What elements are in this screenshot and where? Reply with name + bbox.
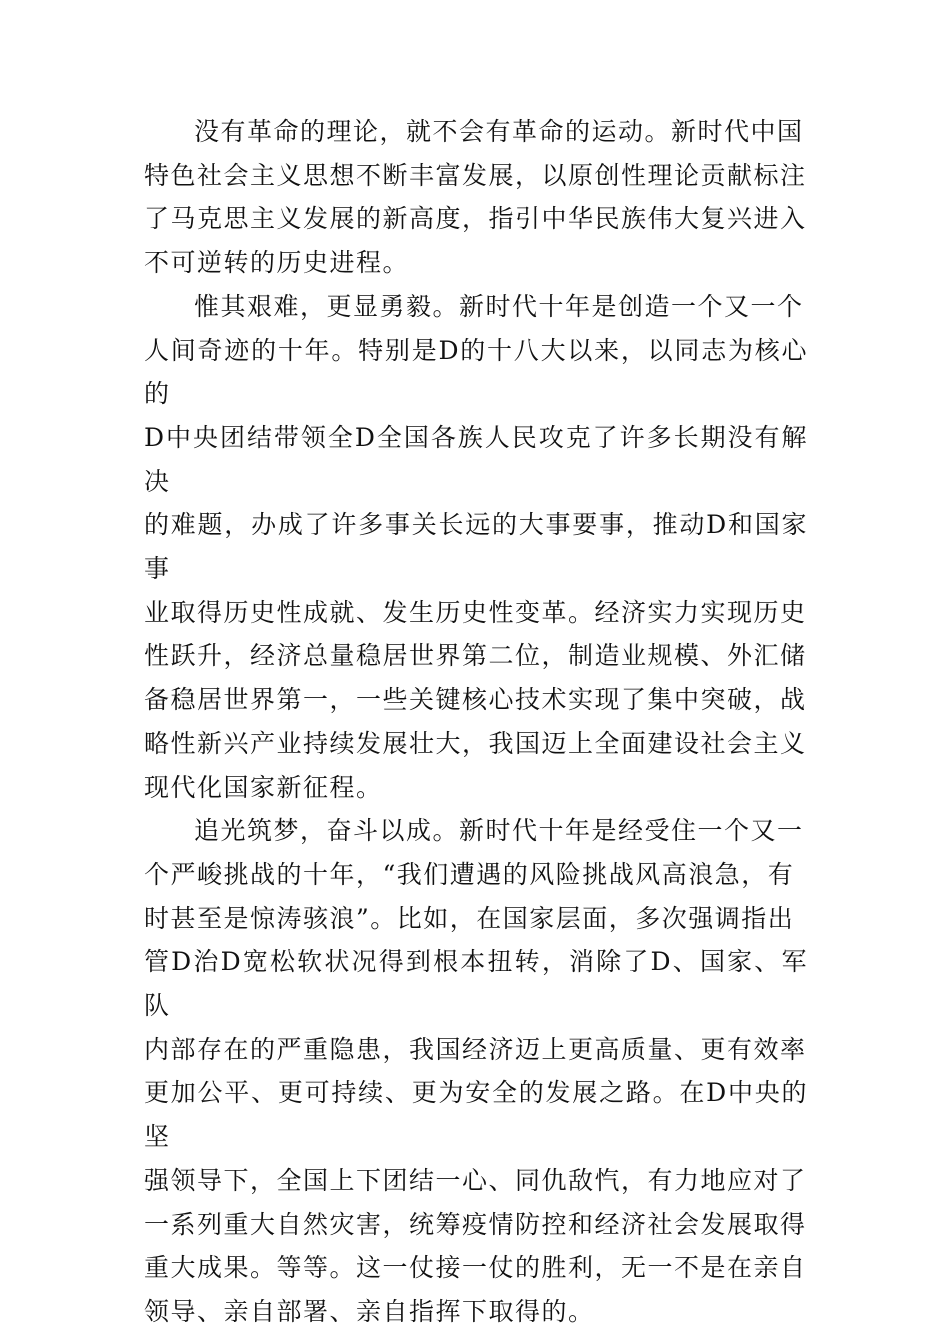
document-body (144, 110, 808, 1334)
paragraph-3: 追光筑梦，奋斗以成。新时代十年是经受住一个又一 个严峻挑战的十年，“我们遭遇的风险挑战风高浪急，有 时甚至是惊涛骇浪”。比如，在国家层面，多次强调指出 管D治D宽松软状况得到根本扭转，消除了D、国家、军队 内部存在的严重隐患，我国经济迈上更高质量、更有效率 更加公平、更可持续、更为安全的发展之路。在D中央的坚 强领导下，全国上下团结一心、同仇敌忾，有力地应对了 一系列重大自然灾害，统筹疫情防控和经济社会发展取得 重大成果。等等。这一仗接一仗的胜利，无一不是在亲自 领导、亲自部署、亲自指挥下取得的。 (144, 816, 808, 1326)
paragraph-2: 惟其艰难，更显勇毅。新时代十年是创造一个又一个 人间奇迹的十年。特别是D的十八大以来，以同志为核心的 D中央团结带领全D全国各族人民攻克了许多长期没有解决 的难题，办成了许多事关长远的大事要事，推动D和国家事 业取得历史性成就、发生历史性变革。经济实力实现历史 性跃升，经济总量稳居世界第二位，制造业规模、外汇储 备稳居世界第一，一些关键核心技术实现了集中突破，战 略性新兴产业持续发展壮大，我国迈上全面建设社会主义 现代化国家新征程。 (144, 291, 808, 802)
paragraph-1: 没有革命的理论，就不会有革命的运动。新时代中国 特色社会主义思想不断丰富发展，以原创性理论贡献标注 了马克思主义发展的新高度，指引中华民族伟大复兴进入 不可逆转的历史进程。 (144, 117, 807, 278)
